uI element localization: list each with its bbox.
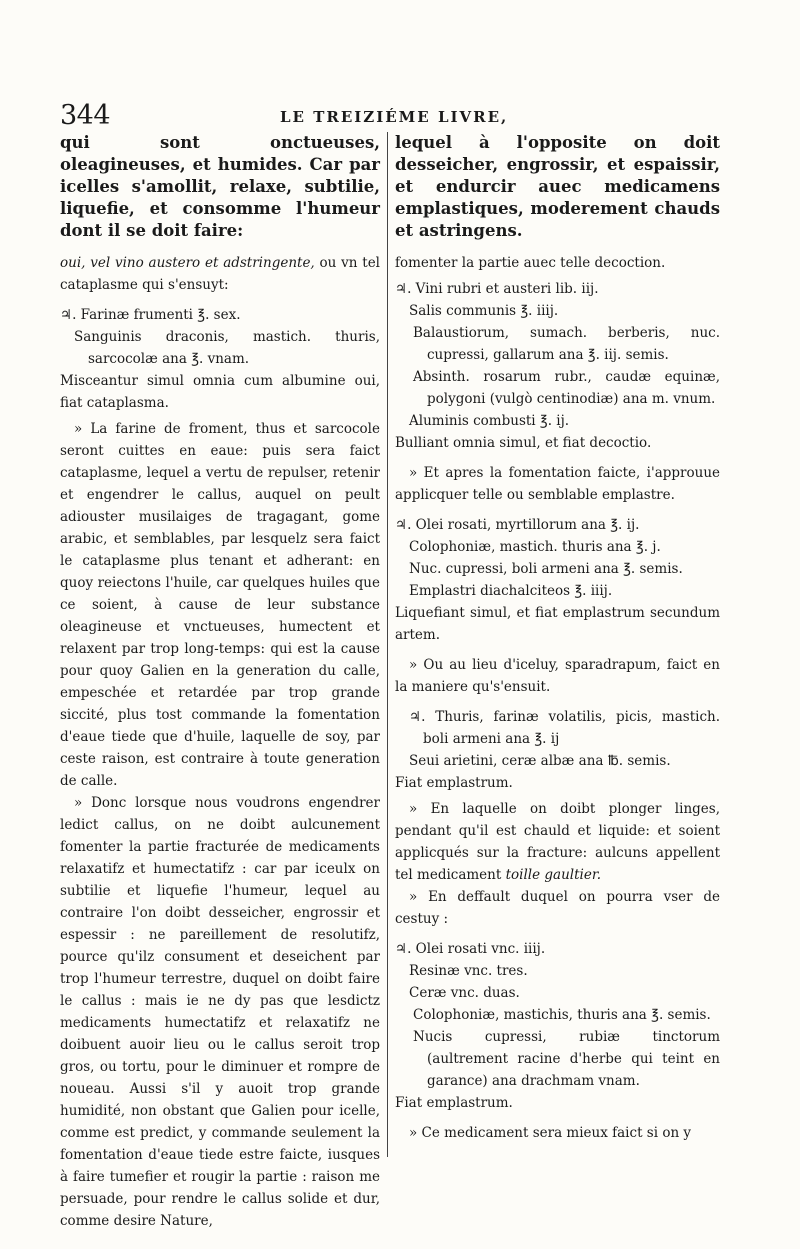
left-intro: qui sont onctueuses, oleagineuses, et humides. Car par icelles s'amollit, relaxe, subtilie, liquefie, et consomme l'humeur dont il se doit faire: — [60, 133, 380, 240]
rx3-line: ♃. Olei rosati, myrtillorum ana ℥. ij. — [395, 517, 640, 533]
rx2-line: Balaustiorum, sumach. berberis, nuc. cupressi, gallarum ana ℥. iij. semis. — [413, 325, 720, 363]
rx5-line: Nucis cupressi, rubiæ tinctorum (aultrement racine d'herbe qui teint en garance) ana drachmam vnam. — [413, 1029, 720, 1089]
rx5-line: Colophoniæ, mastichis, thuris ana ℥. semis. — [413, 1007, 711, 1023]
rx4-line: ♃. Thuris, farinæ volatilis, picis, mastich. boli armeni ana ℥. ij — [409, 709, 720, 747]
left-paragraph-2: » Donc lorsque nous voudrons engendrer ledict callus, on ne doibt aulcunement fomenter la partie fracturée de medicaments relaxatifz et humectatifz : car par iceulx on subtilie et liquefie l'humeur, lequel au contraire l'on doibt desseicher, engrossir et espessir : ne pareillement de resolutifz, pource qu'ilz consument et deseichent par trop l'humeur terrestre, duquel on doibt faire le callus : mais ie ne dy pas que lesdictz medicaments humectatifz et relaxatifz ne doibuent auoir lieu ou le callus seroit trop gros, ou tortu, pour le diminuer et rompre de noueau. Aussi s'il y auoit trop grande humidité, non obstant que Galien pour icelle, comme est predict, y commande seulement la fomentation d'eaue tiede estre faicte, iusques à faire tumefier et rougir la partie : raison me persuade, pour rendre le callus solide et dur, comme desire Nature, — [60, 795, 380, 1229]
rx2-line: ♃. Vini rubri et austeri lib. iij. — [395, 281, 599, 297]
rx5-block — [395, 938, 720, 1114]
left-paragraph-1: » La farine de froment, thus et sarcocole seront cuittes en eaue: puis sera faict cataplasme, lequel a vertu de repulser, retenir et engendrer le callus, auquel on peult adiouster musilaiges de tragagant, gome arabic, et semblables, par lesquelz sera faict le cataplasme plus tenant et adherant: en quoy reiectons l'huile, car quelques huiles que ce soient, à cause de leur substance oleagineuse et vnctueuses, humectent et relaxent par trop long-temps: qui est la cause pour quoy Galien en la generation du calle, empeschée et retardée par trop grande siccité, plus tost commande la fomentation d'eaue tiede que d'huile, laquelle de soy, par ceste raison, est contraire à toute generation de calle. — [60, 421, 380, 789]
rx5-line: ♃. Olei rosati vnc. iiij. — [395, 941, 546, 957]
right-paragraph-5: » Ce medicament sera mieux faict si on y — [409, 1125, 692, 1141]
right-intro: lequel à l'opposite on doit desseicher, engrossir, et espaissir, et endurcir auec medicamens emplastiques, moderement chauds et astringens. — [395, 133, 720, 240]
rx3-end: Liquefiant simul, et fiat emplastrum secundum artem. — [395, 605, 720, 643]
right-paragraph-1: » Et apres la fomentation faicte, i'approuue applicquer telle ou semblable emplastre. — [395, 465, 720, 503]
rx3-line: Nuc. cupressi, boli armeni ana ℥. semis. — [409, 561, 683, 577]
rx4-end: Fiat emplastrum. — [395, 775, 513, 791]
rx2-end: Bulliant omnia simul, et fiat decoctio. — [395, 435, 652, 451]
oui-rest: ou vn tel cataplasme qui s'ensuyt: — [60, 255, 380, 293]
oui-italic: oui, vel vino austero et adstringente, — [60, 255, 315, 271]
column-divider — [387, 132, 388, 1157]
rx1-line1: ♃. Farinæ frumenti ℥. sex. — [60, 307, 241, 323]
rx5-line: Resinæ vnc. tres. — [409, 963, 528, 979]
left-column — [60, 132, 380, 1232]
page-header — [60, 100, 716, 130]
right-paragraph-2: » Ou au lieu d'iceluy, sparadrapum, faict en la maniere qu's'ensuit. — [395, 657, 720, 695]
right-paragraph-4: » En deffault duquel on pourra vser de cestuy : — [395, 889, 720, 927]
para3-italic: toille gaultier. — [505, 867, 602, 883]
rx1-line3: Misceantur simul omnia cum albumine oui, fiat cataplasma. — [60, 373, 380, 411]
rx4-line: Seui arietini, ceræ albæ ana ℔. semis. — [409, 753, 671, 769]
oui-line — [60, 252, 380, 296]
rx2-line: Absinth. rosarum rubr., caudæ equinæ, polygoni (vulgò centinodiæ) ana m. vnum. — [413, 369, 720, 407]
running-title: LE TREIZIÉME LIVRE, — [280, 108, 509, 126]
rx3-line: Emplastri diachalciteos ℥. iiij. — [409, 583, 613, 599]
rx2-line: Salis communis ℥. iiij. — [409, 303, 559, 319]
foment-line: fomenter la partie auec telle decoction. — [395, 255, 666, 271]
para3-text: » En laquelle on doibt plonger linges, pendant qu'il est chauld et liquide: et soient applicqués sur la fracture: aulcuns appellent tel medicament — [395, 801, 720, 883]
rx2-block — [395, 278, 720, 454]
right-column — [395, 132, 720, 1144]
right-paragraph-3 — [395, 798, 720, 886]
rx1-line2: Sanguinis draconis, mastich. thuris, sarcocolæ ana ℥. vnam. — [74, 329, 380, 367]
rx2-line: Aluminis combusti ℥. ij. — [409, 413, 570, 429]
rx3-line: Colophoniæ, mastich. thuris ana ℥. j. — [409, 539, 661, 555]
rx5-end: Fiat emplastrum. — [395, 1095, 513, 1111]
page-number: 344 — [60, 100, 111, 131]
rx5-line: Ceræ vnc. duas. — [409, 985, 520, 1001]
rx4-block — [395, 706, 720, 794]
rx3-block — [395, 514, 720, 646]
